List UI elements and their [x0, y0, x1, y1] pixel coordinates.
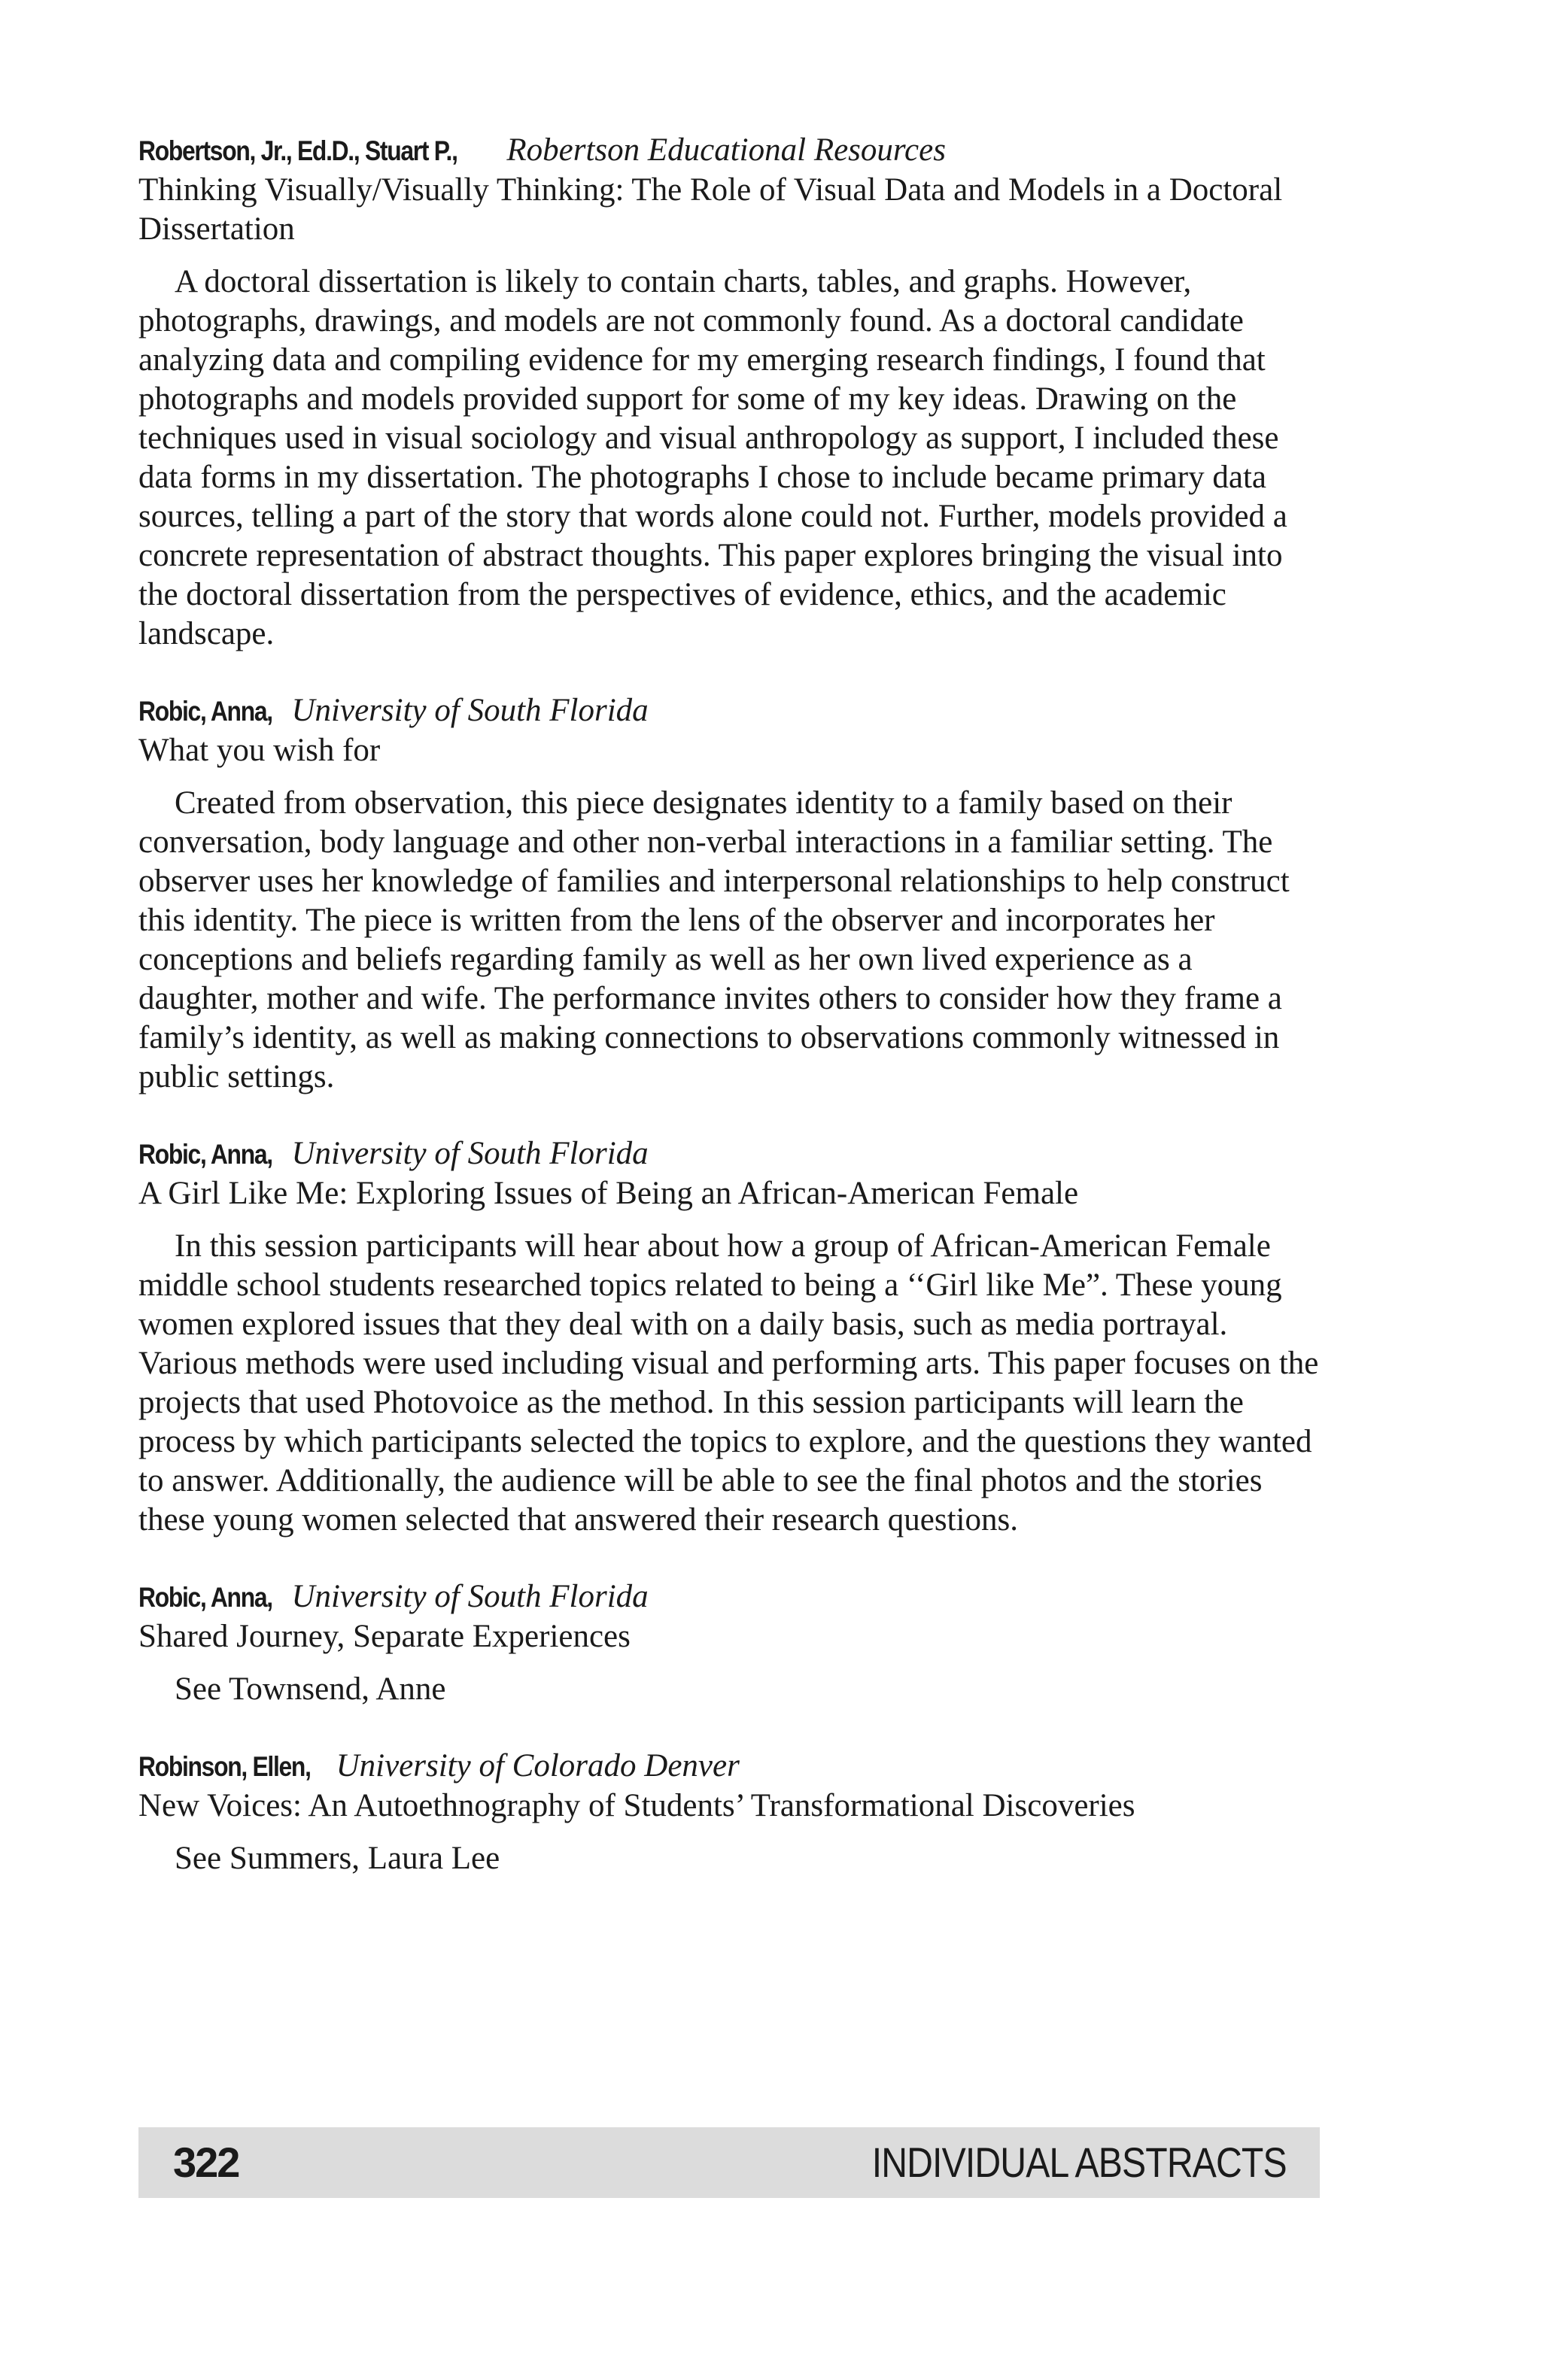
- abstract-title: Shared Journey, Separate Experiences: [138, 1619, 631, 1654]
- author-name: Robinson, Ellen,: [138, 1751, 311, 1782]
- author-affiliation: University of South Florida: [291, 1136, 649, 1171]
- abstract-text: Created from observation, this piece designates identity to a family based on their conversation, body language and other non-verbal interactions in a familiar setting. The observer uses her knowledge of families and interpersonal relationships to help construct this identity. The piece is written from the lens of the observer and incorporates her conceptions and beliefs regarding family as well as her own lived experience as a daughter, mother and wife. The performance invites others to consider how they frame a family’s identity, as well as making connections to observations commonly witnessed in public settings.: [138, 785, 1290, 1094]
- abstract-entry-robic-2: [138, 1134, 1320, 1540]
- author-line: [138, 1577, 1320, 1617]
- author-name: Robic, Anna,: [138, 1139, 272, 1170]
- author-line: [138, 131, 1320, 171]
- see-reference: See Townsend, Anne: [175, 1671, 446, 1707]
- abstract-title: A Girl Like Me: Exploring Issues of Being an African-American Female: [138, 1176, 1079, 1211]
- author-name: Robertson, Jr., Ed.D., Stuart P.,: [138, 135, 457, 166]
- author-affiliation: University of South Florida: [291, 693, 649, 728]
- abstract-title: What you wish for: [138, 733, 381, 768]
- abstract-entry-robic-3: [138, 1577, 1320, 1709]
- author-name: Robic, Anna,: [138, 696, 272, 727]
- abstract-title: New Voices: An Autoethnography of Students’ Transformational Discoveries: [138, 1788, 1135, 1823]
- page-footer: [138, 2127, 1320, 2198]
- page-number: 322: [173, 2139, 239, 2186]
- section-label: INDIVIDUAL ABSTRACTS: [871, 2139, 1287, 2186]
- author-name: Robic, Anna,: [138, 1582, 272, 1613]
- author-line: [138, 1747, 1320, 1787]
- author-affiliation: University of Colorado Denver: [336, 1748, 740, 1783]
- abstract-text: In this session participants will hear about how a group of African-American Female middle school students researched topics related to being a ‘‘Girl like Me”. These young women explored issues that they deal with on a daily basis, such as media portrayal. Various methods were used including visual and performing arts. This paper focuses on the projects that used Photovoice as the method. In this session participants will learn the process by which participants selected the topics to explore, and the questions they wanted to answer. Additionally, the audience will be able to see the final photos and the stories these young women selected that answered their research questions.: [138, 1228, 1319, 1538]
- abstract-entry-robic-1: [138, 691, 1320, 1097]
- abstract-entry-robertson: [138, 131, 1320, 654]
- abstract-title: Thinking Visually/Visually Thinking: The Role of Visual Data and Models in a Doctoral Dissertation: [138, 172, 1283, 247]
- abstract-text: A doctoral dissertation is likely to contain charts, tables, and graphs. However, photographs, drawings, and models are not commonly found. As a doctoral candidate analyzing data and compiling evidence for my emerging research findings, I found that photographs and models provided support for some of my key ideas. Drawing on the techniques used in visual sociology and visual anthropology as support, I included these data forms in my dissertation. The photographs I chose to include became primary data sources, telling a part of the story that words alone could not. Further, models provided a concrete representation of abstract thoughts. This paper explores bringing the visual into the doctoral dissertation from the perspectives of evidence, ethics, and the academic landscape.: [138, 264, 1287, 651]
- author-line: [138, 1134, 1320, 1174]
- abstract-entry-robinson: [138, 1747, 1320, 1878]
- abstracts-page: [138, 131, 1320, 1916]
- see-reference: See Summers, Laura Lee: [175, 1841, 500, 1876]
- author-affiliation: Robertson Educational Resources: [506, 132, 946, 168]
- author-affiliation: University of South Florida: [291, 1579, 649, 1614]
- author-line: [138, 691, 1320, 731]
